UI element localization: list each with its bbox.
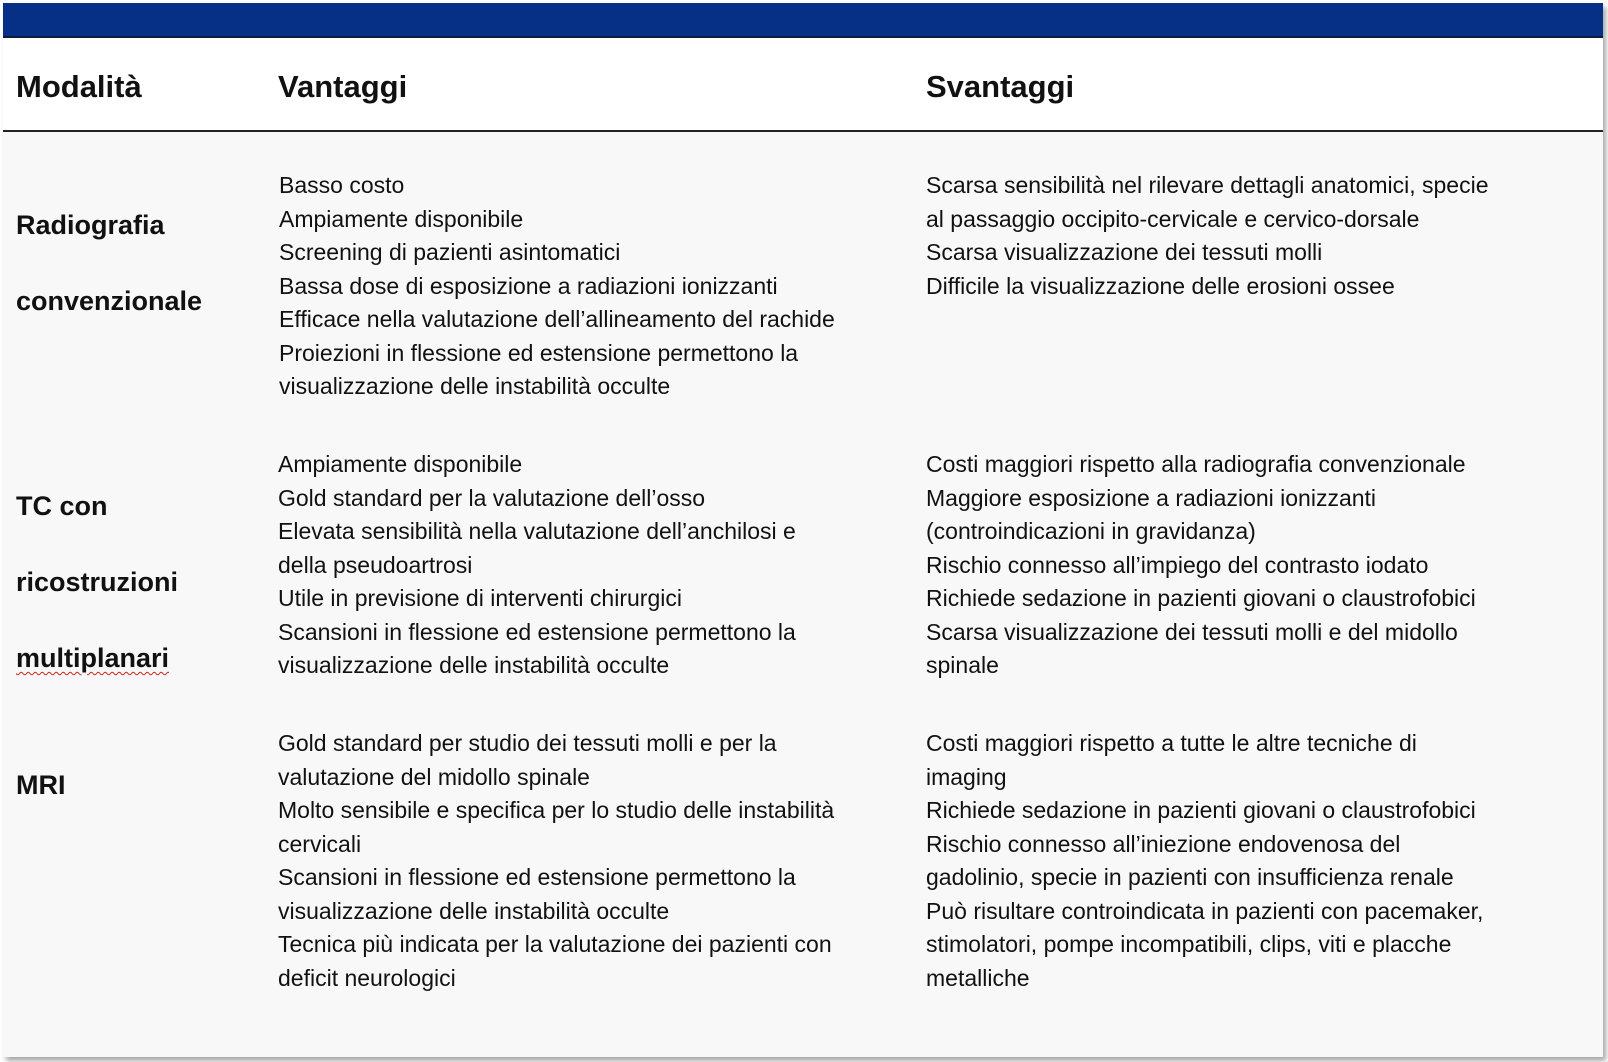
table-header-area <box>3 38 1603 130</box>
list-item: Rischio connesso all’impiego del contrasto iodato <box>926 551 1429 578</box>
list-item: Costi maggiori rispetto alla radiografia convenzionale <box>926 451 1466 477</box>
svantaggi-list <box>926 169 1586 303</box>
vantaggi-list <box>279 169 919 404</box>
modality-name <box>16 168 202 358</box>
list-item: Richiede sedazione in pazienti giovani o claustrofobici <box>926 797 1476 823</box>
modality-line: ricostruzioni <box>16 567 179 597</box>
svantaggi-list <box>926 448 1586 683</box>
modality-name <box>16 449 178 715</box>
list-item: Scarsa visualizzazione dei tessuti molli e del midollo spinale <box>926 618 1458 678</box>
modality-line: Radiografia <box>16 210 165 240</box>
list-item: Maggiore esposizione a radiazioni ionizzanti (controindicazioni in gravidanza) <box>926 484 1377 544</box>
list-item: Scarsa sensibilità nel rilevare dettagli anatomici, specie al passaggio occipito-cervicale e cervico-dorsale <box>926 172 1489 232</box>
modality-line: multiplanari <box>16 643 170 673</box>
list-item: Può risultare controindicata in pazienti con pacemaker, stimolatori, pompe incompatibili, clips, viti e placche metalliche <box>926 897 1484 991</box>
modality-line: MRI <box>16 770 66 800</box>
list-item: Elevata sensibilità nella valutazione dell’anchilosi e della pseudoartrosi <box>278 518 796 578</box>
list-item: Scansioni in flessione ed estensione permettono la visualizzazione delle instabilità occulte <box>278 618 796 678</box>
list-item: Screening di pazienti asintomatici <box>279 239 621 265</box>
list-item: Difficile la visualizzazione delle erosioni ossee <box>926 272 1395 299</box>
list-item: Gold standard per studio dei tessuti molli e per la valutazione del midollo spinale <box>278 730 777 790</box>
modality-line: TC con <box>16 491 108 521</box>
list-item: Efficace nella valutazione dell’allineamento del rachide <box>279 306 835 332</box>
list-item: Bassa dose di esposizione a radiazioni ionizzanti <box>279 272 778 299</box>
list-item: Richiede sedazione in pazienti giovani o claustrofobici <box>926 585 1476 611</box>
list-item: Utile in previsione di interventi chirurgici <box>278 585 682 611</box>
list-item: Scansioni in flessione ed estensione permettono la visualizzazione delle instabilità occulte <box>278 864 796 924</box>
list-item: Basso costo <box>279 172 405 198</box>
header-vantaggi: Vantaggi <box>278 69 408 104</box>
svantaggi-list <box>926 727 1586 995</box>
header-modalita: Modalità <box>16 69 142 104</box>
header-svantaggi: Svantaggi <box>926 69 1075 104</box>
header-divider-line <box>3 130 1603 132</box>
modality-name <box>16 728 66 842</box>
list-item: Molto sensibile e specifica per lo studio delle instabilità cervicali <box>278 797 835 857</box>
vantaggi-list <box>278 727 918 995</box>
list-item: Ampiamente disponibile <box>278 451 523 477</box>
slide <box>3 3 1603 1057</box>
modality-line: convenzionale <box>16 286 203 316</box>
list-item: Costi maggiori rispetto a tutte le altre tecniche di imaging <box>926 730 1417 790</box>
list-item: Proiezioni in flessione ed estensione permettono la visualizzazione delle instabilità occulte <box>279 339 799 399</box>
list-item: Scarsa visualizzazione dei tessuti molli <box>926 239 1323 265</box>
list-item: Tecnica più indicata per la valutazione dei pazienti con deficit neurologici <box>278 931 832 991</box>
list-item: Ampiamente disponibile <box>279 205 524 232</box>
vantaggi-list <box>278 448 918 683</box>
list-item: Rischio connesso all’iniezione endovenosa del gadolinio, specie in pazienti con insufficienza renale <box>926 830 1454 890</box>
top-banner-bar <box>3 3 1603 38</box>
list-item: Gold standard per la valutazione dell’osso <box>278 484 706 511</box>
